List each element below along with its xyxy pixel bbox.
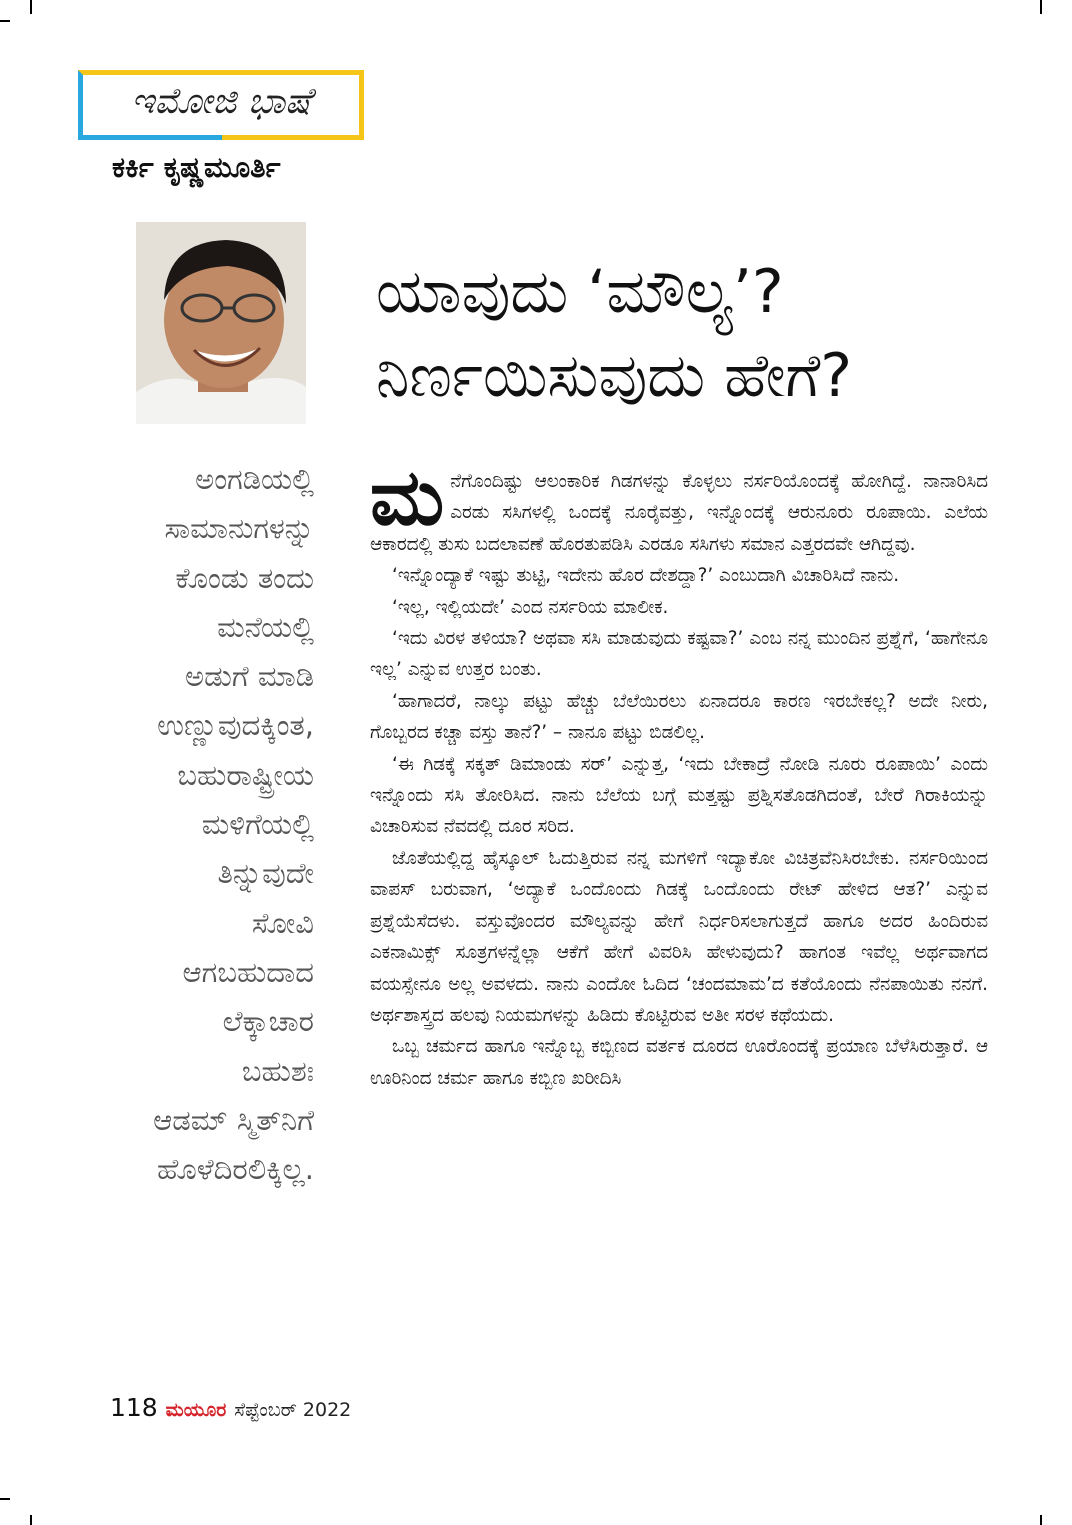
pull-quote-line: ಸಾಮಾನುಗಳನ್ನು xyxy=(164,511,314,546)
pull-quote xyxy=(96,455,314,1194)
headline-line-1: ಯಾವುದು ‘ಮೌಲ್ಯ’? xyxy=(376,257,784,327)
pull-quote-line: ಮನೆಯಲ್ಲಿ xyxy=(217,609,314,644)
pull-quote-line: ಬಹುಶಃ xyxy=(241,1053,314,1088)
pull-quote-line: ಲೆಕ್ಕಾಚಾರ xyxy=(222,1004,314,1039)
pull-quote-line: ತಿನ್ನುವುದೇ xyxy=(217,856,314,891)
pull-quote-line: ಕೊಂಡು ತಂದು xyxy=(175,560,314,595)
column-name: ಇಮೋಜಿ ಭಾಷೆ xyxy=(130,81,312,122)
page-number: 118 xyxy=(110,1393,158,1422)
article-body xyxy=(370,453,988,1094)
body-paragraph xyxy=(370,453,988,560)
magazine-name: ಮಯೂರ xyxy=(165,1399,227,1421)
body-paragraph: ‘ಈ ಗಿಡಕ್ಕೆ ಸಕ್ಕತ್ ಡಿಮಾಂಡು ಸರ್’ ಎನ್ನುತ್ತ, ‘ಇದು ಬೇಕಾದ್ರೆ ನೋಡಿ ನೂರು ರೂಪಾಯಿ’ ಎಂದು ಇನ್ನೊಂದು ಸಸಿ ತೋರಿಸಿದ. ನಾನು ಬೆಲೆಯ ಬಗ್ಗೆ ಮತ್ತಷ್ಟು ಪ್ರಶ್ನಿಸತೊಡಗಿದಂತೆ, ಬೇರೆ ಗಿರಾಕಿಯನ್ನು ವಿಚಾರಿಸುವ ನೆವದಲ್ಲಿ ದೂರ ಸರಿದ. xyxy=(370,753,988,838)
author-photo xyxy=(136,222,306,424)
pull-quote-line: ಹೊಳೆದಿರಲಿಕ್ಕಿಲ್ಲ. xyxy=(156,1152,314,1187)
body-paragraph: ‘ಇಲ್ಲ, ಇಲ್ಲಿಯದೇ’ ಎಂದ ನರ್ಸರಿಯ ಮಾಲೀಕ. xyxy=(392,596,669,618)
pull-quote-line: ಬಹುರಾಷ್ಟ್ರೀಯ xyxy=(177,757,314,792)
body-paragraph: ‘ಹಾಗಾದರೆ, ನಾಲ್ಕು ಪಟ್ಟು ಹೆಚ್ಚು ಬೆಲೆಯಿರಲು ಏನಾದರೂ ಕಾರಣ ಇರಬೇಕಲ್ಲ? ಅದೇ ನೀರು, ಗೊಬ್ಬರದ ಕಚ್ಚಾ ವಸ್ತು ತಾನೆ?’ – ನಾನೂ ಪಟ್ಟು ಬಿಡಲಿಲ್ಲ. xyxy=(370,690,988,744)
body-paragraph: ‘ಇನ್ನೊಂದ್ಯಾಕೆ ಇಷ್ಟು ತುಟ್ಟಿ, ಇದೇನು ಹೊರ ದೇಶದ್ದಾ?’ ಎಂಬುದಾಗಿ ವಿಚಾರಿಸಿದೆ ನಾನು. xyxy=(392,565,900,587)
pull-quote-line: ಅಂಗಡಿಯಲ್ಲಿ xyxy=(195,462,314,496)
crop-mark xyxy=(30,0,32,14)
crop-mark xyxy=(0,20,10,22)
pull-quote-line: ಉಣ್ಣುವುದಕ್ಕಿಂತ, xyxy=(157,708,314,743)
crop-mark xyxy=(1040,1515,1042,1525)
body-paragraph: ಜೊತೆಯಲ್ಲಿದ್ದ ಹೈಸ್ಕೂಲ್ ಓದುತ್ತಿರುವ ನನ್ನ ಮಗಳಿಗೆ ಇದ್ಯಾಕೋ ವಿಚಿತ್ರವೆನಿಸಿರಬೇಕು. ನರ್ಸರಿಯಿಂದ ವಾಪಸ್ ಬರುವಾಗ, ‘ಅದ್ಯಾಕೆ ಒಂದೊಂದು ಗಿಡಕ್ಕೆ ಒಂದೊಂದು ರೇಟ್ ಹೇಳಿದ ಆತ?’ ಎನ್ನುವ ಪ್ರಶ್ನೆಯೆಸೆದಳು. ವಸ್ತುವೊಂದರ ಮೌಲ್ಯವನ್ನು ಹೇಗೆ ನಿರ್ಧರಿಸಲಾಗುತ್ತದೆ ಹಾಗೂ ಅದರ ಹಿಂದಿರುವ ಎಕನಾಮಿಕ್ಸ್ ಸೂತ್ರಗಳನ್ನೆಲ್ಲಾ ಆಕೆಗೆ ಹೇಗೆ ವಿವರಿಸಿ ಹೇಳುವುದು? ಹಾಗಂತ ಇವೆಲ್ಲ ಅರ್ಥವಾಗದ ವಯಸ್ಸೇನೂ ಅಲ್ಲ ಅವಳದು. ನಾನು ಎಂದೋ ಓದಿದ ‘ಚಂದಮಾಮ’ದ ಕತೆಯೊಂದು ನೆನಪಾಯಿತು ನನಗೆ. ಅರ್ಥಶಾಸ್ತ್ರದ ಹಲವು ನಿಯಮಗಳನ್ನು ಹಿಡಿದು ಕೊಟ್ಟಿರುವ ಅತೀ ಸರಳ ಕಥೆಯದು. xyxy=(370,847,988,1026)
pull-quote-line: ಸೋವಿ xyxy=(251,905,314,940)
body-paragraph: ಒಬ್ಬ ಚರ್ಮದ ಹಾಗೂ ಇನ್ನೊಬ್ಬ ಕಬ್ಬಿಣದ ವರ್ತಕ ದೂರದ ಊರೊಂದಕ್ಕೆ ಪ್ರಯಾಣ ಬೆಳೆಸಿರುತ್ತಾರೆ. ಆ ಊರಿನಿಂದ ಚರ್ಮ ಹಾಗೂ ಕಬ್ಬಿಣ ಖರೀದಿಸಿ xyxy=(370,1036,988,1089)
page-footer xyxy=(110,1393,351,1422)
author-byline: ಕರ್ಕಿ ಕೃಷ್ಣಮೂರ್ತಿ xyxy=(112,150,281,184)
paragraph-text: ನೆಗೊಂದಿಷ್ಟು ಆಲಂಕಾರಿಕ ಗಿಡಗಳನ್ನು ಕೊಳ್ಳಲು ನರ್ಸರಿಯೊಂದಕ್ಕೆ ಹೋಗಿದ್ದೆ. ನಾನಾರಿಸಿದ ಎರಡು ಸಸಿಗಳಲ್ಲಿ ಒಂದಕ್ಕೆ ನೂರೈವತ್ತು, ಇನ್ನೊಂದಕ್ಕೆ ಆರುನೂರು ರೂಪಾಯಿ. ಎಲೆಯ ಆಕಾರದಲ್ಲಿ ತುಸು ಬದಲಾವಣೆ ಹೊರತುಪಡಿಸಿ ಎರಡೂ ಸಸಿಗಳು ಸಮಾನ ಎತ್ತರದವೇ ಆಗಿದ್ದವು. xyxy=(370,471,988,555)
body-paragraph: ‘ಇದು ವಿರಳ ತಳಿಯಾ? ಅಥವಾ ಸಸಿ ಮಾಡುವುದು ಕಷ್ಟವಾ?’ ಎಂಬ ನನ್ನ ಮುಂದಿನ ಪ್ರಶ್ನೆಗೆ, ‘ಹಾಗೇನೂ ಇಲ್ಲ’ ಎನ್ನುವ ಉತ್ತರ ಬಂತು. xyxy=(370,628,988,681)
headline xyxy=(376,250,1036,418)
crop-mark xyxy=(0,1498,10,1500)
issue-date: ಸೆಪ್ಟೆಂಬರ್ 2022 xyxy=(234,1399,352,1421)
column-logo xyxy=(78,70,364,140)
drop-cap: ಮ xyxy=(370,453,445,543)
crop-mark xyxy=(1040,0,1042,14)
pull-quote-line: ಮಳಿಗೆಯಲ್ಲಿ xyxy=(201,807,314,842)
pull-quote-line: ಆಗಬಹುದಾದ xyxy=(182,954,314,989)
headline-line-2: ನಿರ್ಣಯಿಸುವುದು ಹೇಗೆ? xyxy=(376,341,853,411)
crop-mark xyxy=(30,1515,32,1525)
pull-quote-line: ಅಡುಗೆ ಮಾಡಿ xyxy=(185,659,314,694)
pull-quote-line: ಆಡಮ್ ಸ್ಮಿತ್‌ನಿಗೆ xyxy=(153,1102,314,1137)
